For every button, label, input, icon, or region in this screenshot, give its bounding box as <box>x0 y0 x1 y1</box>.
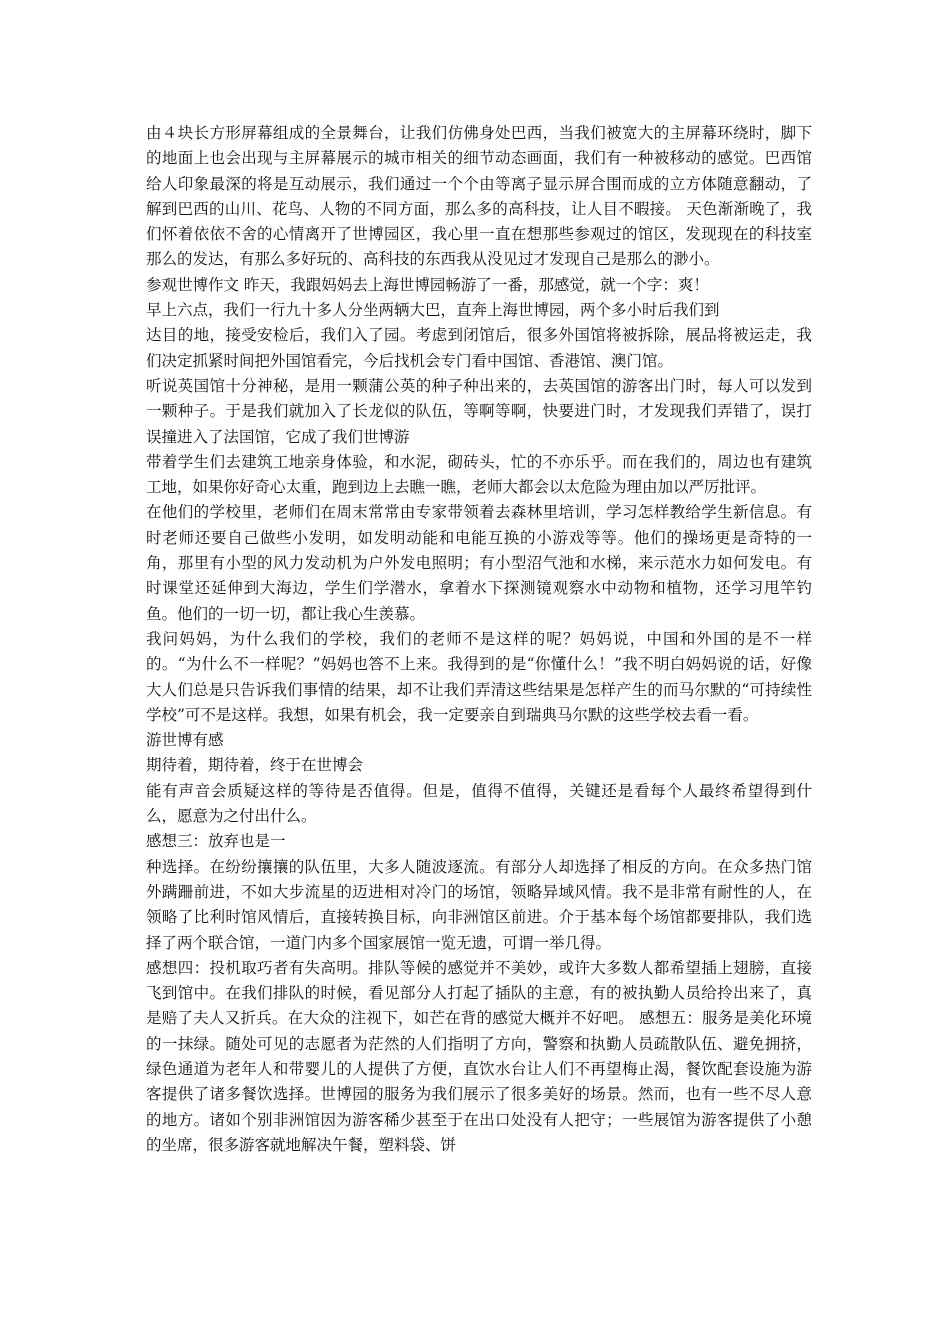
paragraph: 能有声音会质疑这样的等待是否值得。但是，值得不值得，关键还是看每个人最终希望得到什么，愿意为之付出什么。 <box>146 781 812 826</box>
paragraph: 听说英国馆十分神秘，是用一颗蒲公英的种子种出来的，去英国馆的游客出门时，每人可以发到一颗种子。于是我们就加入了长龙似的队伍，等啊等啊，快要进门时，才发现我们弄错了，误打误撞进入了法国馆，它成了我们世博游 <box>146 376 812 446</box>
document-body <box>146 121 812 1158</box>
paragraph: 参观世博作文 昨天，我跟妈妈去上海世博园畅游了一番，那感觉，就一个字：爽！ <box>146 275 709 294</box>
paragraph: 由４块长方形屏幕组成的全景舞台，让我们仿佛身处巴西，当我们被宽大的主屏幕环绕时，脚下的地面上也会出现与主屏幕展示的城市相关的细节动态画面，我们有一种被移动的感觉。巴西馆给人印象最深的将是互动展示，我们通过一个个由等离子显示屏合围而成的立方体随意翻动，了解到巴西的山川、花鸟、人物的不同方面，那么多的高科技，让人目不暇接。 天色渐渐晚了，我们怀着依依不舍的心情离开了世博园区，我心里一直在想那些参观过的馆区，发现现在的科技室那么的发达，有那么多好玩的、高科技的东西我从没见过才发现自己是那么的渺小。 <box>146 124 812 269</box>
paragraph: 在他们的学校里，老师们在周末常常由专家带领着去森林里培训，学习怎样教给学生新信息。有时老师还要自己做些小发明，如发明动能和电能互换的小游戏等等。他们的操场更是奇特的一角，那里有小型的风力发动机为户外发电照明；有小型沼气池和水梯，来示范水力如何发电。有时课堂还延伸到大海边，学生们学潜水，拿着水下探测镜观察水中动物和植物，还学习甩竿钓鱼。他们的一切一切，都让我心生羡慕。 <box>146 503 812 623</box>
paragraph: 感想三：放弃也是一 <box>146 832 286 851</box>
paragraph: 我问妈妈，为什么我们的学校，我们的老师不是这样的呢？妈妈说，中国和外国的是不一样的。“为什么不一样呢？”妈妈也答不上来。我得到的是“你懂什么！”我不明白妈妈说的话，好像大人们总是只告诉我们事情的结果，却不让我们弄清这些结果是怎样产生的而马尔默的“可持续性学校”可不是这样。我想，如果有机会，我一定要亲自到瑞典马尔默的这些学校去看一看。 <box>146 629 812 724</box>
paragraph: 种选择。在纷纷攘攘的队伍里，大多人随波逐流。有部分人却选择了相反的方向。在众多热门馆外蹒跚前进，不如大步流星的迈进相对冷门的场馆，领略异域风情。我不是非常有耐性的人，在领略了比利时馆风情后，直接转换目标，向非洲馆区前进。介于基本每个场馆都要排队，我们选择了两个联合馆，一道门内多个国家展馆一览无遗，可谓一举几得。 <box>146 857 812 952</box>
paragraph: 期待着，期待着，终于在世博会 <box>146 756 364 775</box>
paragraph: 感想四：投机取巧者有失高明。排队等候的感觉并不美妙，或许大多数人都希望插上翅膀，直接飞到馆中。在我们排队的时候，看见部分人打起了插队的主意，有的被执勤人员给拎出来了，真是赔了夫人又折兵。在大众的注视下，如芒在背的感觉大概并不好吧。 感想五：服务是美化环境的一抹绿。随处可见的志愿者为茫然的人们指明了方向，警察和执勤人员疏散队伍、避免拥挤，绿色通道为老年人和带婴儿的人提供了方便，直饮水台让人们不再望梅止渴，餐饮配套设施为游客提供了诸多餐饮选择。世博园的服务为我们展示了很多美好的场景。然而，也有一些不尽人意的地方。诸如个别非洲馆因为游客稀少甚至于在出口处没有人把守；一些展馆为游客提供了小憩的坐席，很多游客就地解决午餐，塑料袋、饼 <box>146 958 812 1154</box>
paragraph: 早上六点，我们一行九十多人分坐两辆大巴，直奔上海世博园，两个多小时后我们到 <box>146 301 720 320</box>
paragraph: 达目的地，接受安检后，我们入了园。考虑到闭馆后，很多外国馆将被拆除，展品将被运走，我们决定抓紧时间把外国馆看完，今后找机会专门看中国馆、香港馆、澳门馆。 <box>146 326 812 370</box>
paragraph: 带着学生们去建筑工地亲身体验，和水泥，砌砖头，忙的不亦乐乎。而在我们的，周边也有建筑工地，如果你好奇心太重，跑到边上去瞧一瞧，老师大都会以太危险为理由加以严厉批评。 <box>146 452 812 497</box>
section-heading: 游世博有感 <box>146 731 224 750</box>
